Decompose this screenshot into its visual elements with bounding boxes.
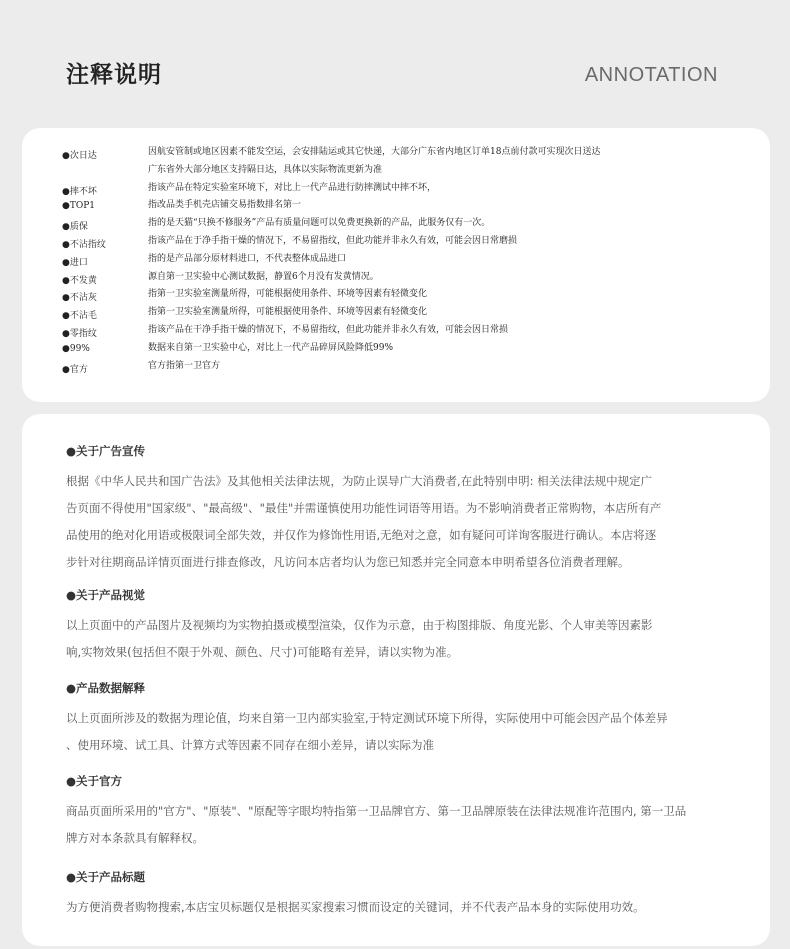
term-key: ●摔不坏 — [62, 186, 97, 197]
term-desc — [148, 197, 301, 215]
term-desc — [148, 251, 346, 269]
section-official — [66, 770, 756, 852]
term-key: ●质保 — [62, 222, 88, 233]
term-desc-line: 官方指第一卫官方 — [148, 360, 221, 371]
section-visual — [66, 584, 756, 666]
term-row — [62, 360, 752, 378]
term-desc-line: 指的是天猫“只换不修服务”产品有质量问题可以免费更换新的产品，此服务仅有一次。 — [148, 218, 491, 229]
term-desc — [148, 144, 600, 180]
section-line: 步针对往期商品详情页面进行排查修改，凡访问本店者均认为您已知悉并完全同意本申明希望各位消费者理解。 — [66, 555, 630, 569]
section-advertising — [66, 440, 756, 576]
term-key: ●不发黄 — [62, 275, 97, 286]
term-desc — [148, 233, 517, 251]
section-line: 牌方对本条款具有解释权。 — [66, 831, 204, 845]
section-body — [66, 612, 756, 666]
section-body — [66, 705, 756, 759]
term-key: ●零指纹 — [62, 328, 97, 339]
term-key: ●次日达 — [62, 151, 97, 161]
section-line: 、使用环境、试工具、计算方式等因素不同存在细小差异，请以实际为准 — [66, 738, 434, 752]
term-key: ●不沾指纹 — [62, 239, 106, 250]
section-title: ●关于产品视觉 — [66, 588, 146, 602]
term-desc-line: 指的是产品部分原材料进口，不代表整体成品进口 — [148, 253, 347, 264]
term-desc-line: 广东省外大部分地区支持隔日达，具体以实际物流更新为准 — [148, 164, 383, 175]
notes-card — [22, 414, 770, 946]
term-desc-line: 指该产品在特定实验室环境下，对比上一代产品进行防摔测试中摔不坏， — [148, 182, 437, 193]
term-key: ●不沾灰 — [62, 293, 97, 304]
section-line: 根据《中华人民共和国广告法》及其他相关法律法规，为防止误导广大消费者,在此特别申明: 相关法律法规中规定广 — [66, 474, 653, 488]
term-desc-line: 指第一卫实验室测量所得，可能根据使用条件、环境等因素有轻微变化 — [148, 289, 428, 300]
term-row — [62, 146, 752, 182]
term-desc — [148, 180, 436, 198]
section-title: ●关于官方 — [66, 774, 123, 788]
term-key: ●99% — [62, 343, 90, 354]
section-line: 商品页面所采用的"官方"、"原装"、"原配等字眼均特指第一卫品牌官方、第一卫品牌原装在法律法规准许范围内, 第一卫品 — [66, 804, 687, 818]
section-line: 为方便消费者购物搜索,本店宝贝标题仅是根据买家搜索习惯而设定的关键词，并不代表产品本身的实际使用功效。 — [66, 900, 645, 914]
term-key: ●官方 — [62, 364, 88, 375]
term-desc — [148, 286, 427, 304]
section-body — [66, 468, 756, 576]
term-desc — [148, 269, 379, 287]
term-desc — [148, 358, 220, 376]
section-line: 响,实物效果(包括但不限于外观、颜色、尺寸)可能略有差异，请以实物为准。 — [66, 645, 459, 659]
term-key: ●不沾毛 — [62, 311, 97, 322]
page-title: 注释说明 — [66, 62, 162, 88]
terms-card — [22, 128, 770, 402]
term-desc-line: 指改品类手机壳店铺交易指数排名第一 — [148, 200, 302, 211]
section-line: 告页面不得使用"国家级"、"最高级"、"最佳"并需谨慎使用功能性词语等用语。为不影响消费者正常购物，本店所有产 — [66, 501, 662, 515]
term-desc — [148, 304, 427, 322]
section-title-note — [66, 866, 756, 921]
term-desc-line: 源自第一卫实验中心测试数据，静置6个月没有发黄情况。 — [148, 271, 379, 282]
page-subtitle: ANNOTATION — [584, 64, 718, 86]
section-title: ●产品数据解释 — [66, 681, 146, 695]
terms-list — [62, 146, 752, 377]
section-line: 以上页面所涉及的数据为理论值，均来自第一卫内部实验室,于特定测试环境下所得，实际使用中可能会因产品个体差异 — [66, 711, 668, 725]
term-desc — [148, 340, 393, 358]
term-desc-line: 因航安管制或地区因素不能发空运，会安排陆运或其它快递，大部分广东省内地区订单18点前付款可实现次日送达 — [148, 147, 601, 157]
section-body — [66, 894, 756, 921]
section-body — [66, 798, 756, 852]
section-title: ●关于广告宣传 — [66, 444, 146, 458]
section-title: ●关于产品标题 — [66, 870, 146, 884]
section-line: 以上页面中的产品图片及视频均为实物拍摄或模型渲染，仅作为示意，由于构图排版、角度光影、个人审美等因素影 — [66, 618, 653, 632]
term-desc — [148, 215, 490, 233]
term-key: ●进口 — [62, 257, 88, 268]
term-desc-line: 指第一卫实验室测量所得，可能根据使用条件、环境等因素有轻微变化 — [148, 307, 428, 318]
term-desc — [148, 322, 508, 340]
term-desc-line: 数据来自第一卫实验中心，对比上一代产品碎屏风险降低99% — [148, 342, 394, 353]
section-line: 品使用的绝对化用语或极限词全部失效，并仅作为修饰性用语,无绝对之意，如有疑问可详询客服进行确认。本店将逐 — [66, 528, 657, 542]
term-key: ●TOP1 — [62, 201, 96, 212]
section-data — [66, 677, 756, 759]
term-desc-line: 指该产品在于净手指干燥的情况下，不易留指纹，但此功能并非永久有效，可能会因日常磨损 — [148, 235, 518, 246]
term-desc-line: 指该产品在干净手指干燥的情况下，不易留指纹，但此功能并非永久有效，可能会因日常损 — [148, 324, 509, 335]
